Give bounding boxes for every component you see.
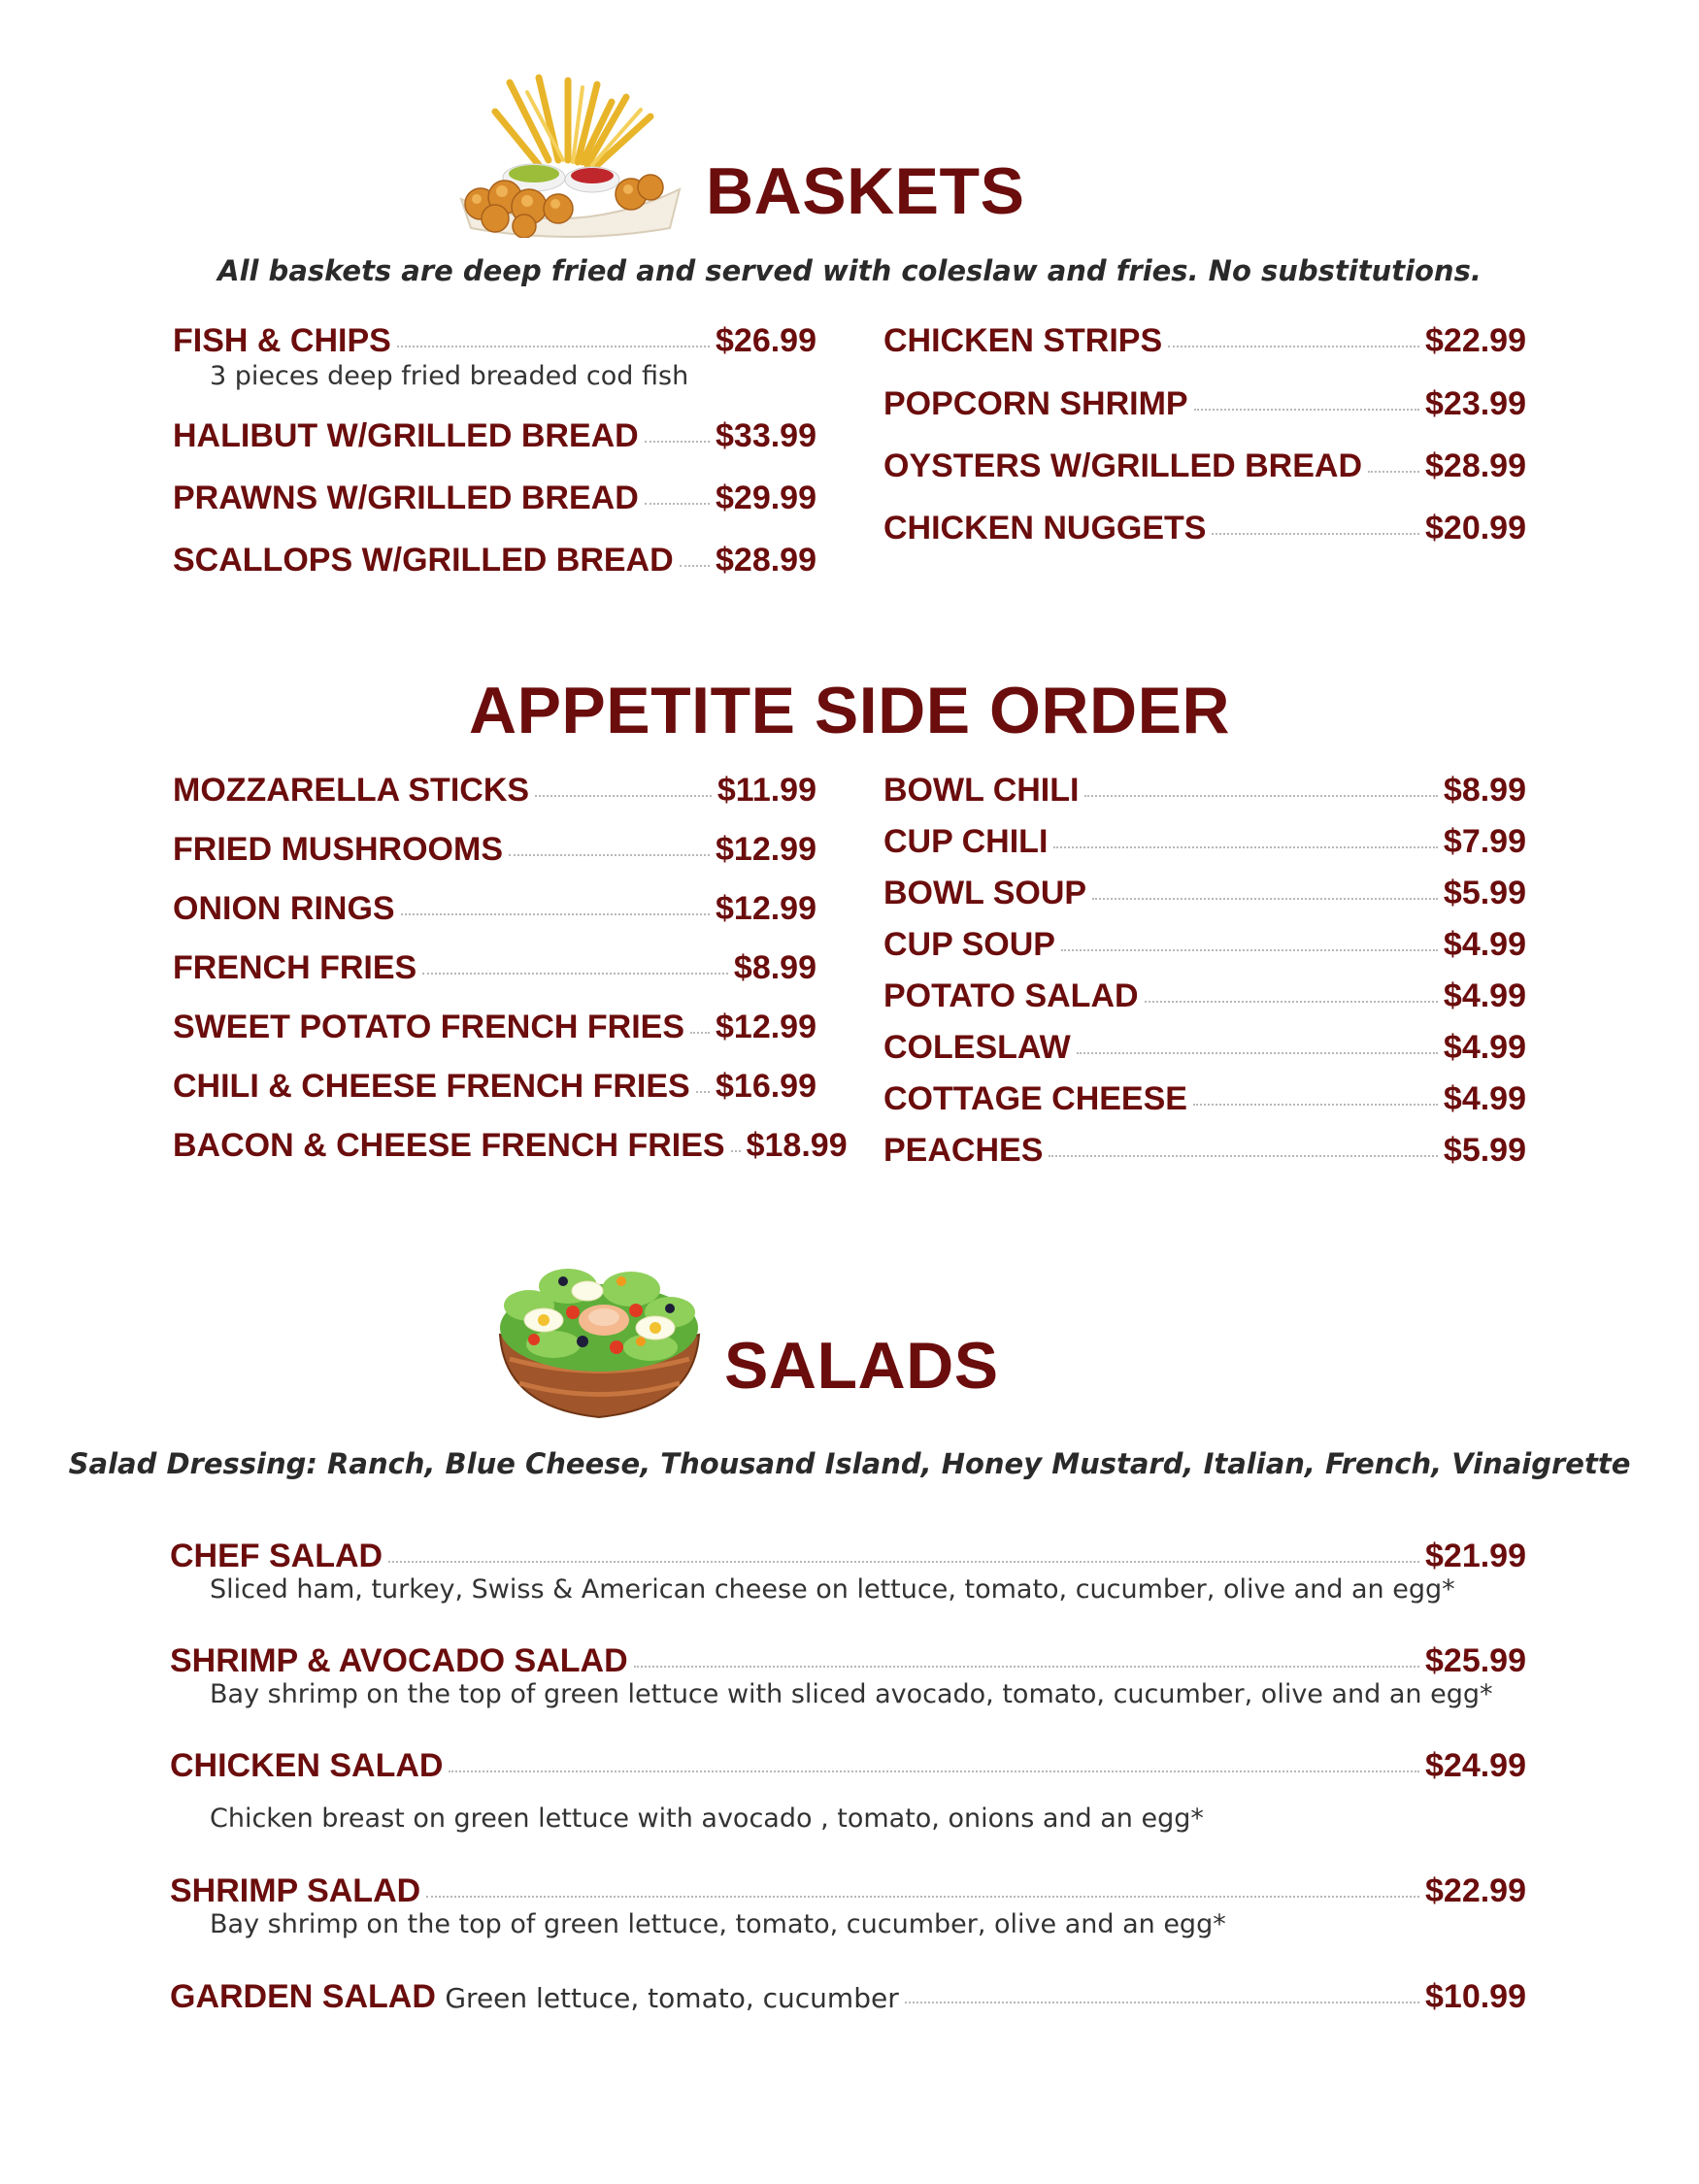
item-price: $28.99 bbox=[716, 542, 816, 579]
item-name: POPCORN SHRIMP bbox=[883, 385, 1188, 422]
item-name: CHILI & CHEESE FRENCH FRIES bbox=[173, 1068, 690, 1105]
item-price: $4.99 bbox=[1443, 977, 1526, 1014]
item-name: COTTAGE CHEESE bbox=[883, 1080, 1187, 1117]
salad-dressing-note: Salad Dressing: Ranch, Blue Cheese, Thousand Island, Honey Mustard, Italian, French, Vinaigrette bbox=[68, 1447, 1631, 1480]
item-name: BACON & CHEESE FRENCH FRIES bbox=[173, 1127, 725, 1164]
baskets-title: BASKETS bbox=[706, 154, 1025, 228]
item-price: $24.99 bbox=[1425, 1747, 1526, 1784]
leader-dots bbox=[426, 1896, 1419, 1898]
item-name: BOWL CHILI bbox=[883, 772, 1080, 809]
item-price: $26.99 bbox=[716, 322, 816, 359]
item-name: CUP CHILI bbox=[883, 823, 1049, 860]
item-name: HALIBUT W/GRILLED BREAD bbox=[173, 417, 639, 454]
item-price: $16.99 bbox=[716, 1068, 816, 1105]
item-description: Bay shrimp on the top of green lettuce with sliced avocado, tomato, cucumber, olive and an egg* bbox=[210, 1679, 1493, 1709]
item-name: FRIED MUSHROOMS bbox=[173, 831, 503, 868]
item-name: BOWL SOUP bbox=[883, 875, 1087, 911]
leader-dots bbox=[905, 2002, 1419, 2003]
item-price: $22.99 bbox=[1425, 322, 1526, 359]
item-price: $11.99 bbox=[716, 772, 816, 809]
item-price: $4.99 bbox=[1443, 1029, 1526, 1066]
item-price: $12.99 bbox=[716, 831, 816, 868]
item-name: PRAWNS W/GRILLED BREAD bbox=[173, 480, 639, 516]
item-name: FRENCH FRIES bbox=[173, 949, 417, 986]
item-title: GARDEN SALAD bbox=[170, 1978, 436, 2015]
sides-title: APPETITE SIDE ORDER bbox=[468, 674, 1231, 747]
item-name: CUP SOUP bbox=[883, 926, 1055, 963]
item-price: $5.99 bbox=[1443, 875, 1526, 911]
item-name: CHICKEN STRIPS bbox=[883, 322, 1163, 359]
item-price: $8.99 bbox=[733, 949, 816, 986]
item-price: $33.99 bbox=[716, 417, 816, 454]
item-name: SHRIMP SALAD bbox=[170, 1872, 421, 1909]
item-price: $7.99 bbox=[1443, 823, 1526, 860]
item-name: SWEET POTATO FRENCH FRIES bbox=[173, 1009, 685, 1045]
item-price: $25.99 bbox=[1425, 1642, 1526, 1679]
item-inline-description: Green lettuce, tomato, cucumber bbox=[445, 1982, 899, 2014]
item-name: SCALLOPS W/GRILLED BREAD bbox=[173, 542, 674, 579]
item-name: POTATO SALAD bbox=[883, 977, 1139, 1014]
item-name: OYSTERS W/GRILLED BREAD bbox=[883, 447, 1363, 484]
leader-dots bbox=[449, 1770, 1419, 1772]
item-name: MOZZARELLA STICKS bbox=[173, 772, 530, 809]
item-name: PEACHES bbox=[883, 1132, 1044, 1169]
item-description: Sliced ham, turkey, Swiss & American cheese on lettuce, tomato, cucumber, olive and an egg* bbox=[210, 1574, 1455, 1605]
item-price: $12.99 bbox=[716, 1009, 816, 1045]
item-description: Chicken breast on green lettuce with avocado , tomato, onions and an egg* bbox=[210, 1803, 1204, 1834]
menu-item[interactable] bbox=[170, 1747, 1526, 1785]
menu-item[interactable] bbox=[170, 1538, 1526, 1575]
item-name: COLESLAW bbox=[883, 1029, 1071, 1066]
baskets-note: All baskets are deep fried and served with coleslaw and fries. No substitutions. bbox=[217, 254, 1482, 287]
item-price: $8.99 bbox=[1443, 772, 1526, 809]
item-price: $5.99 bbox=[1443, 1132, 1526, 1169]
item-description: Bay shrimp on the top of green lettuce, tomato, cucumber, olive and an egg* bbox=[210, 1909, 1226, 1939]
menu-item[interactable] bbox=[170, 1872, 1526, 1910]
item-description: 3 pieces deep fried breaded cod fish bbox=[210, 361, 689, 391]
item-price: $22.99 bbox=[1425, 1872, 1526, 1909]
salads-list bbox=[170, 0, 1526, 2038]
leader-dots bbox=[388, 1561, 1419, 1563]
item-name bbox=[170, 1978, 899, 2016]
menu-item[interactable] bbox=[170, 1642, 1526, 1680]
item-price: $21.99 bbox=[1425, 1538, 1526, 1574]
item-price: $23.99 bbox=[1425, 385, 1526, 422]
item-name: CHEF SALAD bbox=[170, 1538, 383, 1574]
item-name: CHICKEN NUGGETS bbox=[883, 510, 1207, 546]
item-price: $12.99 bbox=[716, 890, 816, 927]
menu-item[interactable] bbox=[170, 1978, 1526, 2016]
item-name: ONION RINGS bbox=[173, 890, 395, 927]
item-name: SHRIMP & AVOCADO SALAD bbox=[170, 1642, 628, 1679]
item-price: $29.99 bbox=[716, 480, 816, 516]
item-price: $18.99 bbox=[746, 1127, 848, 1164]
item-price: $4.99 bbox=[1443, 1080, 1526, 1117]
salads-title: SALADS bbox=[724, 1329, 999, 1403]
item-price: $28.99 bbox=[1425, 447, 1526, 484]
leader-dots bbox=[634, 1666, 1419, 1668]
item-price: $10.99 bbox=[1425, 1978, 1526, 2015]
item-name: CHICKEN SALAD bbox=[170, 1747, 444, 1784]
item-price: $20.99 bbox=[1425, 510, 1526, 546]
item-price: $4.99 bbox=[1443, 926, 1526, 963]
item-name: FISH & CHIPS bbox=[173, 322, 391, 359]
